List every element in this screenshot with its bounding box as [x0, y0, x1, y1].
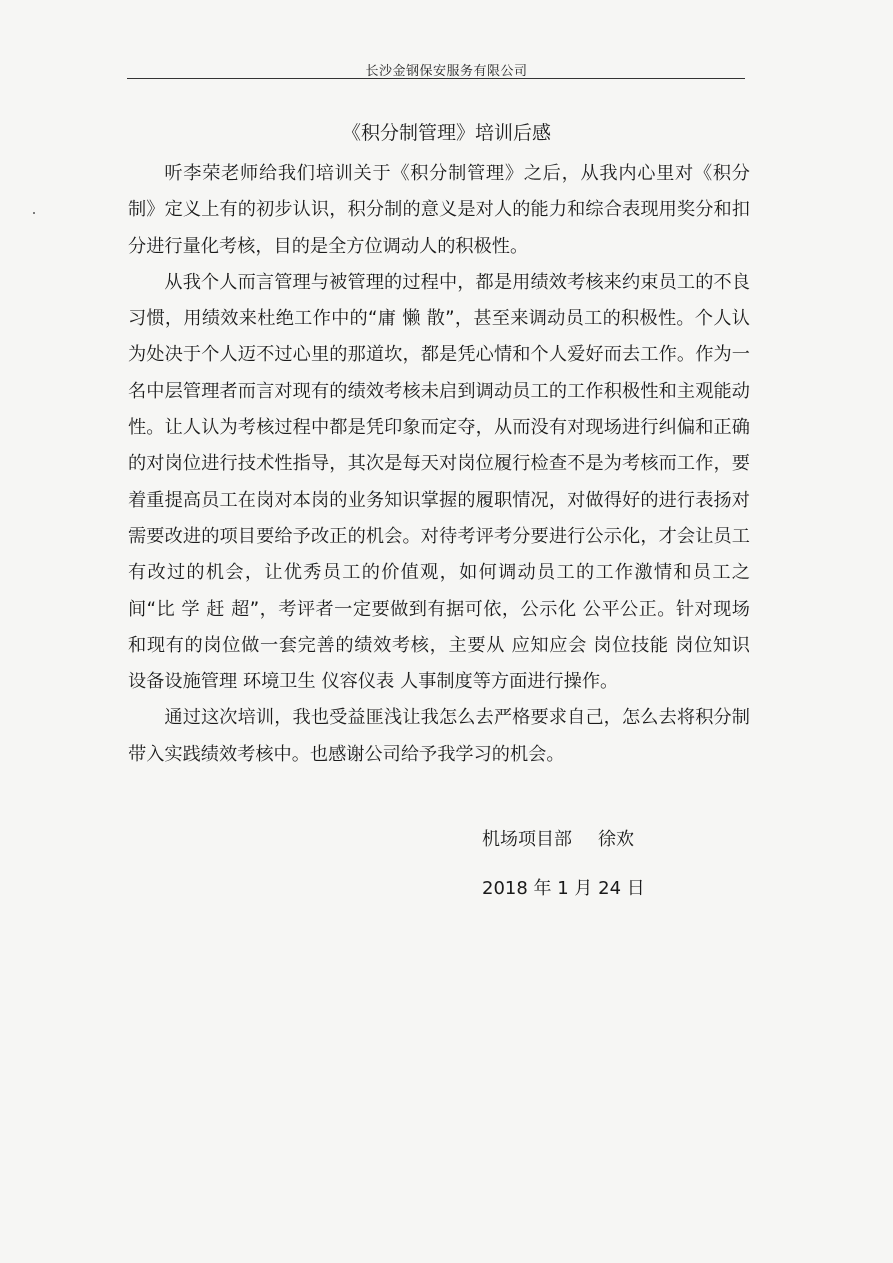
paragraph-3: 通过这次培训，我也受益匪浅让我怎么去严格要求自己，怎么去将积分制带入实践绩效考核中。也感谢公司给予我学习的机会。	[128, 707, 750, 765]
document-body	[128, 156, 750, 773]
signature-department: 机场项目部	[482, 829, 572, 850]
paragraph-2: 从我个人而言管理与被管理的过程中，都是用绩效考核来约束员工的不良习惯，用绩效来杜绝工作中的“庸 懒 散”，甚至来调动员工的积极性。个人认为处决于个人迈不过心里的那道坎，都是凭心情和个人爱好而去工作。作为一名中层管理者而言对现有的绩效考核未启到调动员工的工作积极性和主观能动性。让人认为考核过程中都是凭印象而定夺，从而没有对现场进行纠偏和正确的对岗位进行技术性指导，其次是每天对岗位履行检查不是为考核而工作，要着重提高员工在岗对本岗的业务知识掌握的履职情况，对做得好的进行表扬对需要改进的项目要给予改正的机会。对待考评考分要进行公示化，才会让员工有改过的机会，让优秀员工的价值观，如何调动员工的工作激情和员工之间“比 学 赶 超”，考评者一定要做到有据可依，公示化 公平公正。针对现场和现有的岗位做一套完善的绩效考核，主要从 应知应会 岗位技能 岗位知识 设备设施管理 环境卫生 仪容仪表 人事制度等方面进行操作。	[128, 271, 750, 693]
document-title: 《积分制管理》培训后感	[341, 122, 551, 144]
header-divider	[127, 78, 745, 79]
signature-name: 徐欢	[598, 829, 634, 850]
paragraph-1: 听李荣老师给我们培训关于《积分制管理》之后，从我内心里对《积分制》定义上有的初步认识，积分制的意义是对人的能力和综合表现用奖分和扣分进行量化考核，目的是全方位调动人的积极性。	[128, 163, 750, 257]
signature-line	[482, 825, 634, 851]
signature-date: 2018 年 1 月 24 日	[482, 878, 645, 899]
company-header: 长沙金钢保安服务有限公司	[365, 64, 528, 79]
scan-speck	[33, 212, 35, 214]
